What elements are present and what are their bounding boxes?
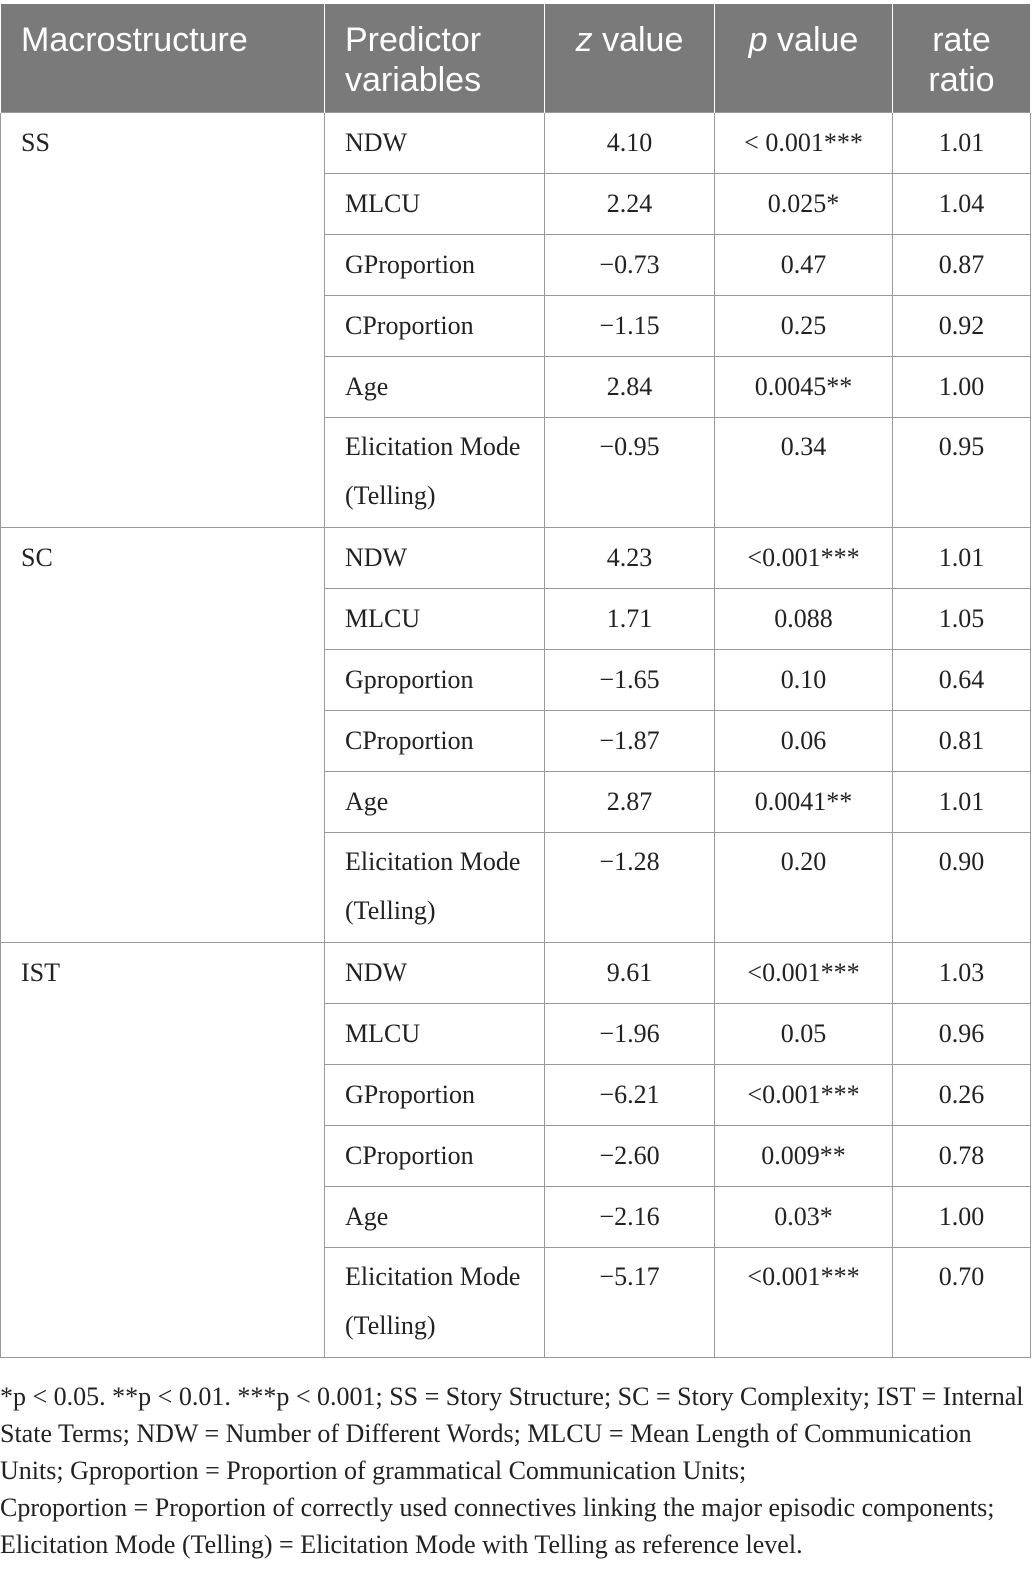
table-row [1,113,1031,174]
predictor-cell: GProportion [325,235,545,296]
p-value-cell: 0.47 [715,235,893,296]
z-value-cell: −1.87 [545,711,715,772]
predictor-cell: MLCU [325,589,545,650]
p-value-cell: 0.06 [715,711,893,772]
predictor-cell: NDW [325,113,545,174]
header-rate-ratio: rate ratio [893,4,1031,113]
rate-ratio-cell: 0.81 [893,711,1031,772]
p-value-cell: <0.001*** [715,943,893,1004]
z-value-cell: −5.17 [545,1248,715,1358]
z-value-cell: 2.24 [545,174,715,235]
z-value-cell: 2.87 [545,772,715,833]
predictor-cell: CProportion [325,296,545,357]
predictor-cell: Gproportion [325,650,545,711]
macrostructure-cell: SC [1,528,325,943]
predictor-cell: CProportion [325,711,545,772]
rate-ratio-cell: 1.04 [893,174,1031,235]
z-letter: z [575,21,593,59]
z-value-cell: −2.16 [545,1187,715,1248]
rate-ratio-cell: 1.03 [893,943,1031,1004]
rate-ratio-cell: 0.87 [893,235,1031,296]
header-predictor: Predictor variables [325,4,545,113]
rate-ratio-cell: 1.01 [893,772,1031,833]
predictor-cell: GProportion [325,1065,545,1126]
footnote-line: *p < 0.05. **p < 0.01. ***p < 0.001; SS = Story Structure; SC = Story Complexity; IST = Internal [0,1382,1024,1411]
z-value-cell: 4.23 [545,528,715,589]
results-table [0,4,1031,1358]
table-row [1,528,1031,589]
z-value-cell: −2.60 [545,1126,715,1187]
z-value-cell: 2.84 [545,357,715,418]
rate-ratio-cell: 0.96 [893,1004,1031,1065]
predictor-cell: MLCU [325,174,545,235]
predictor-cell: Elicitation Mode (Telling) [325,418,545,528]
predictor-cell: Elicitation Mode (Telling) [325,1248,545,1358]
p-value-cell: 0.20 [715,833,893,943]
rate-ratio-cell: 0.26 [893,1065,1031,1126]
p-value-cell: 0.009** [715,1126,893,1187]
p-value-cell: 0.05 [715,1004,893,1065]
rate-ratio-cell: 0.64 [893,650,1031,711]
rate-ratio-cell: 1.01 [893,528,1031,589]
predictor-cell: MLCU [325,1004,545,1065]
rate-ratio-cell: 1.00 [893,357,1031,418]
p-value-cell: 0.34 [715,418,893,528]
rate-ratio-cell: 0.70 [893,1248,1031,1358]
rate-ratio-cell: 0.92 [893,296,1031,357]
rate-ratio-cell: 0.78 [893,1126,1031,1187]
z-value-cell: −1.96 [545,1004,715,1065]
rate-ratio-cell: 0.90 [893,833,1031,943]
predictor-cell: Age [325,1187,545,1248]
macrostructure-cell: IST [1,943,325,1358]
header-macrostructure: Macrostructure [1,4,325,113]
footnote [0,1378,1030,1563]
footnote-line: Cproportion = Proportion of correctly used connectives linking the major episodic components; [0,1493,995,1522]
p-value-cell: 0.03* [715,1187,893,1248]
p-value-cell: 0.0041** [715,772,893,833]
p-value-cell: 0.088 [715,589,893,650]
p-value-cell: 0.25 [715,296,893,357]
p-value-cell: <0.001*** [715,528,893,589]
header-row [1,4,1031,113]
footnote-line: Units; Gproportion = Proportion of grammatical Communication Units; [0,1456,747,1485]
z-value-cell: 9.61 [545,943,715,1004]
z-value-cell: 4.10 [545,113,715,174]
predictor-cell: Elicitation Mode (Telling) [325,833,545,943]
predictor-cell: NDW [325,943,545,1004]
macrostructure-cell: SS [1,113,325,528]
table-body [1,113,1031,1358]
footnote-line: State Terms; NDW = Number of Different Words; MLCU = Mean Length of Communication [0,1419,972,1448]
z-value-cell: −1.28 [545,833,715,943]
z-value-cell: −0.95 [545,418,715,528]
z-value-cell: −1.15 [545,296,715,357]
p-value-cell: <0.001*** [715,1065,893,1126]
predictor-cell: Age [325,357,545,418]
z-value-cell: 1.71 [545,589,715,650]
rate-ratio-cell: 1.01 [893,113,1031,174]
p-value-cell: < 0.001*** [715,113,893,174]
footnote-line: Elicitation Mode (Telling) = Elicitation Mode with Telling as reference level. [0,1530,803,1559]
p-word: value [767,21,859,59]
rate-ratio-cell: 1.05 [893,589,1031,650]
z-word: value [592,21,684,59]
header-z-value [545,4,715,113]
p-value-cell: 0.0045** [715,357,893,418]
p-value-cell: <0.001*** [715,1248,893,1358]
p-value-cell: 0.025* [715,174,893,235]
table-row [1,943,1031,1004]
predictor-cell: NDW [325,528,545,589]
rate-ratio-cell: 1.00 [893,1187,1031,1248]
rate-ratio-cell: 0.95 [893,418,1031,528]
z-value-cell: −0.73 [545,235,715,296]
predictor-cell: CProportion [325,1126,545,1187]
p-letter: p [748,21,768,59]
predictor-cell: Age [325,772,545,833]
z-value-cell: −1.65 [545,650,715,711]
header-p-value [715,4,893,113]
z-value-cell: −6.21 [545,1065,715,1126]
p-value-cell: 0.10 [715,650,893,711]
